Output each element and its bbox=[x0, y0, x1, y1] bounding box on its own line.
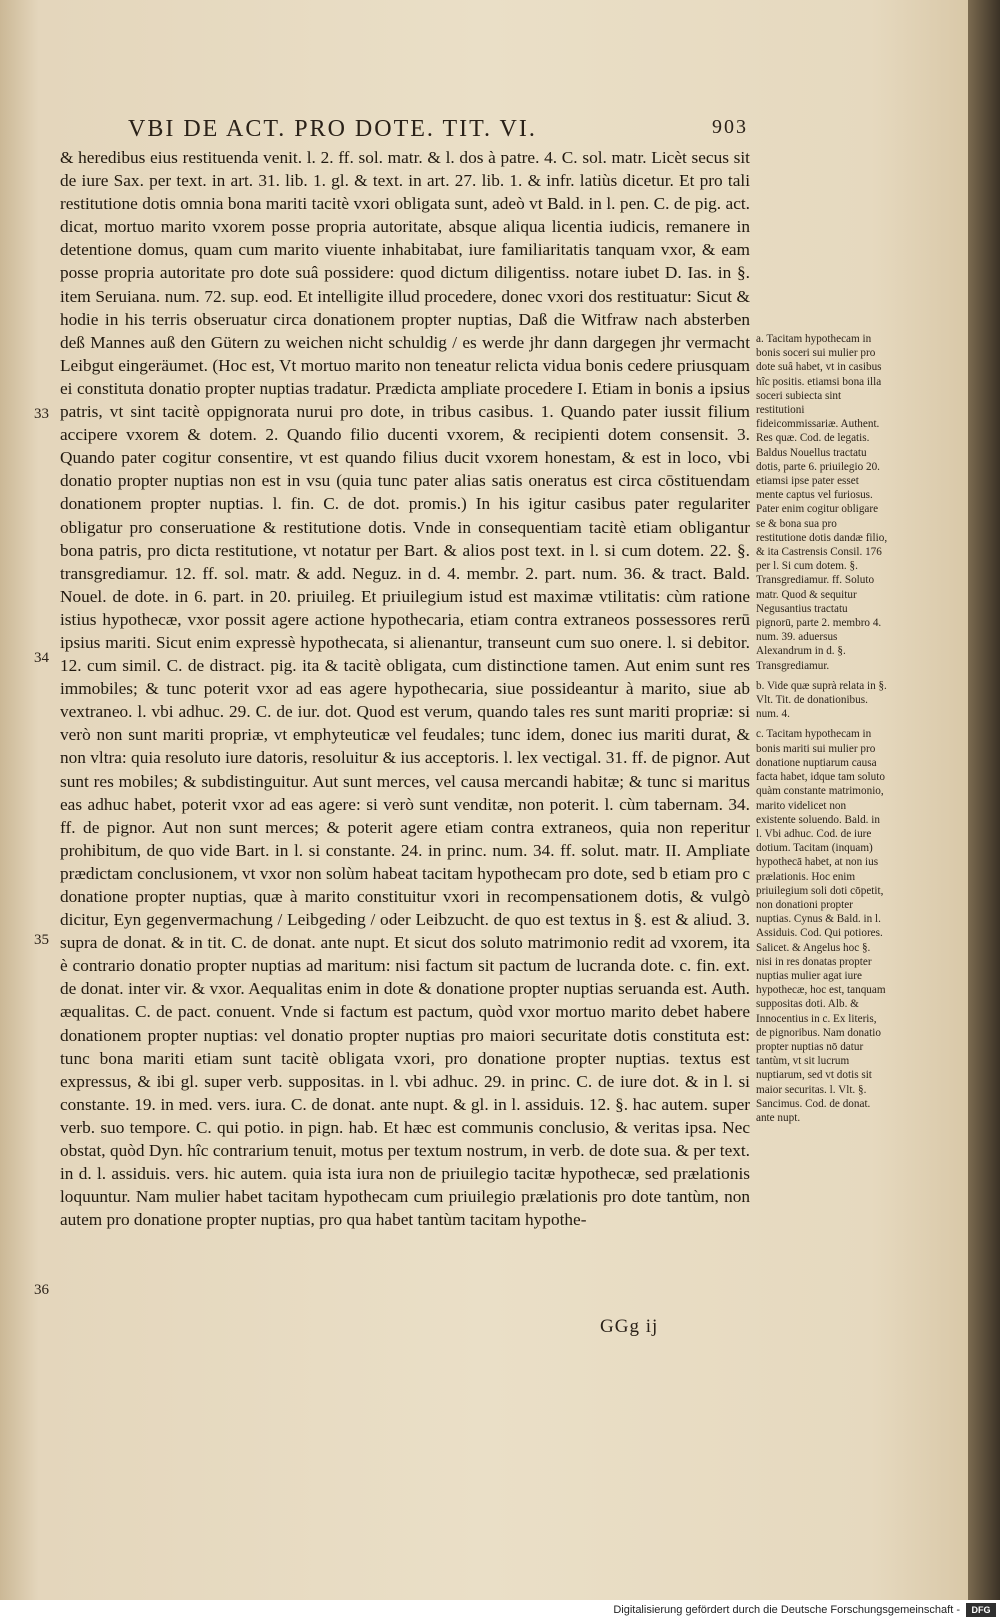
digitization-footer bbox=[0, 1600, 1000, 1621]
marginal-notes bbox=[756, 332, 888, 1131]
line-number: 36 bbox=[34, 1282, 49, 1298]
line-number: 34 bbox=[34, 650, 49, 666]
footer-credit: Digitalisierung gefördert durch die Deutsche Forschungsgemeinschaft - bbox=[613, 1604, 960, 1616]
dfg-logo-icon: DFG bbox=[966, 1603, 996, 1617]
body-paragraph: & heredibus eius restituenda venit. l. 2. ff. sol. matr. & l. dos à patre. 4. C. sol. matr. Licèt secus sit de iure Sax. per text. in art. 31. lib. 1. gl. & text. in art. 27. lib. 1. & infr. latiùs dicetur. Et pro tali restitutione dotis omnia bona mariti tacitè vxori obligata sunt, adeò vt Bald. in l. pen. C. de pig. act. dicat, mortuo marito vxorem posse propria autoritate, absque aliqua licentia iudicis, remanere in detentione domus, quam cum marito viuente inhabitabat, iure familiaritatis tanquam vxor, & eam posse propria autoritate pro dote suâ possidere: quod dictum diligentiss. notare iubet D. Ias. in §. item Seruiana. num. 72. sup. eod. Et intelligite illud procedere, donec vxori dos restituatur: Sicut & hodie in his terris obseruatur circa donationem propter nuptias, Daß die Witfraw nach absterben deß Mannes auß den Gütern zu weichen nicht schuldig / es werde jhr dann dargegen jhr vermacht Leibgut eingeräumet. (Hoc est, Vt mortuo marito non teneatur relicta vidua bonis cedere priusquam ei constituta donatio propter nuptias tradatur. Prædicta ampliate procedere I. Etiam in bonis a ipsius patris, vt sint tacitè oppignorata nurui pro dote, in tribus casibus. 1. Quando pater iussit filium accipere vxorem & dotem. 2. Quando filio ducenti vxorem, & recipienti dotem consensit. 3. Quando pater cogitur consentire, vt est quando filius ducit vxorem honestam, & est in loco, vbi donatio propter nuptias non est in vsu (quia tunc pater alias satis oneratus est circa cōstituendam donationem propter nuptias. l. fin. C. de dot. promis.) In his igitur casibus pater regulariter obligatur pro conseruatione & restitutione dotis. Vnde in consequentiam tacitè etiam obligantur bona patris, pro dicta restitutione, vt notatur per Bart. & alios post text. in l. si cum dotem. 22. §. transgrediamur. 12. ff. sol. matr. & add. Neguz. in d. 4. membr. 2. part. num. 36. & tract. Bald. Nouel. de dote. in 6. part. in 20. priuileg. Et priuilegium istud est maximæ vtilitatis: cùm ratione istius hypothecæ, vxor possit agere actione hypothecaria, etiam contra extraneos possessores rerū ipsius mariti. Sicut enim expressè hypothecata, si alienantur, transeunt cum suo onere. l. si debitor. 12. cum simil. C. de distract. pig. ita & tacitè obligata, cum distinctione tamen. Aut enim sunt res immobiles; & tunc poterit vxor ad eas agere hypothecaria, siue possideantur à marito, siue ab vextraneo. l. vbi adhuc. 29. C. de iur. dot. Quod est verum, quando tales res sunt mariti propriæ: si verò non sunt mariti propriæ, vt emphyteuticæ vel feudales; tunc idem, donec ius mariti durat, & non vltra: quia resoluto iure datoris, resoluitur & ius acceptoris. l. lex vectigal. 31. ff. de pignor. Aut sunt res mobiles; & subdistinguitur. Aut sunt merces, vel causa mercandi habitæ; & tunc si maritus eas adhuc habet, poterit vxor ad eas agere: si verò sunt venditæ, non poterit. l. cùm tabernam. 34. ff. de pignor. Aut non sunt merces; & poterit agere etiam contra extraneos, quia non reperitur prohibitum, de quo vide Bart. in l. si constante. 24. in princ. num. 34. ff. solut. matr. II. Ampliate prædictam conclusionem, vt vxor non solùm habeat tacitam hypothecam pro dote, sed b etiam pro c donatione propter nuptias, quæ à marito constituitur vxori in recompensationem dotis, & vulgò dicitur, Eyn gegenvermachung / Leibgeding / oder Leibzucht. de quo est textus in §. est & aliud. 3. supra de donat. & in tit. C. de donat. ante nupt. Et sicut dos soluto matrimonio redit ad vxorem, ita è contrario donatio propter nuptias ad maritum: nisi factum sit pactum de lucranda dote. c. fin. ext. de donat. inter vir. & vxor. Aequalitas enim in dote & donatione propter nuptias seruanda est. Auth. æqualitas. C. de pact. conuent. Vnde si factum est pactum, quòd vxor mortuo marito debet habere donationem propter nuptias: vel donatio propter nuptias pro maiori securitate dotis constituta est: tunc bona mariti etiam sunt tacitè obligata vxori, pro donatione propter nuptias. textus est expressus, & ibi gl. super verb. suppositas. in l. vbi adhuc. 29. in princ. C. de iure dot. & in l. si constante. 19. in med. vers. iura. C. de donat. ante nupt. & gl. in l. assiduis. 12. §. hac autem. super verb. suo tempore. C. qui potio. in pign. hab. Et hæc est communis conclusio, & veritas ipsa. Nec obstat, quòd Dyn. hîc contrarium tenuit, motus per textum nostrum, in verb. de dote sua. & per text. in d. l. assiduis. vers. hic autem. quia ista iura non de priuilegio tacitæ hypothecæ, sed prælationis loquuntur. Nam mulier habet tacitam hypothecam cum priuilegio prælationis pro dote tantùm, non autem pro donatione propter nuptias, pro qua habet tantùm tacitam hypothe- bbox=[60, 148, 750, 1230]
running-title: VBI DE ACT. PRO DOTE. TIT. VI. bbox=[128, 116, 537, 142]
marginal-note-a: a. Tacitam hypothecam in bonis soceri sui mulier pro dote suâ habet, vt in casibus hîc positis. etiamsi bona illa soceri subiecta sint restitutioni fideicommissariæ. Authent. Res quæ. Cod. de legatis. Baldus Nouellus tractatu dotis, parte 6. priuilegio 20. etiamsi ipse pater esset mente captus vel furiosus. Pater enim cogitur obligare se & bona sua pro restitutione dotis dandæ filio, & ita Castrensis Consil. 176 per l. Si cum dotem. §. Transgrediamur. ff. Soluto matr. Quod & sequitur Negusantius tractatu pignorū, parte 2. membro 4. num. 39. aduersus Alexandrum in d. §. Transgrediamur. bbox=[756, 333, 888, 672]
main-text-column bbox=[60, 146, 750, 1231]
page-number: 903 bbox=[712, 116, 748, 138]
marginal-note-b: b. Vide quæ suprà relata in §. Vlt. Tit. de donationibus. num. 4. bbox=[756, 679, 887, 721]
line-number: 35 bbox=[34, 932, 49, 948]
line-number: 33 bbox=[34, 406, 49, 422]
signature-mark: GGg ij bbox=[600, 1316, 659, 1337]
marginal-note-c: c. Tacitam hypothecam in bonis mariti sui mulier pro donatione nuptiarum causa facta habet, idque tam soluto quàm constante matrimonio, marito videlicet non existente soluendo. Bald. in l. Vbi adhuc. Cod. de iure dotium. Tacitam (inquam) hypothecā habet, at non ius prælationis. Hoc enim priuilegium soli doti cōpetit, non donationi propter nuptias. Cynus & Bald. in l. Assiduis. Cod. Qui potiores. Salicet. & Angelus hoc §. nisi in res donatas propter nuptias mulier agat iure hypothecæ, hoc est, tanquam suppositas doti. Alb. & Innocentius in c. Ex literis, de pignoribus. Nam donatio propter nuptias nō datur tantùm, vt sit lucrum nuptiarum, sed vt dotis sit maior securitas. l. Vlt. §. Sancimus. Cod. de donat. ante nupt. bbox=[756, 728, 886, 1124]
